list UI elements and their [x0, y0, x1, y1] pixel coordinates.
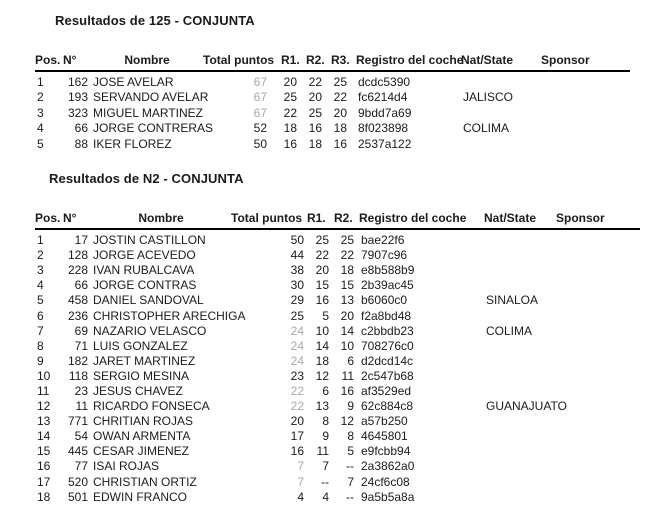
col-header-r2: R2. [334, 211, 359, 229]
cell-r1: 4 [322, 489, 329, 504]
table-body [35, 229, 640, 505]
cell-registro: 8f023898 [358, 121, 409, 136]
cell-r2: -- [346, 459, 354, 474]
col-header-nombre: Nombre [91, 211, 231, 229]
cell-r2: 6 [347, 353, 354, 368]
cell-nombre: NAZARIO VELASCO [93, 323, 207, 338]
cell-nombre: JOSE AVELAR [93, 75, 174, 89]
cell-pos: 14 [37, 429, 51, 444]
col-header-pos: Pos. [35, 53, 63, 71]
cell-pos: 18 [37, 489, 51, 504]
cell-total: 50 [253, 136, 267, 151]
table-row [35, 121, 630, 136]
cell-pos: 11 [37, 383, 50, 398]
table-row [35, 137, 630, 152]
cell-nat [484, 414, 556, 429]
col-header-r2: R2. [306, 53, 331, 71]
cell-nombre: CHRISTOPHER ARECHIGA [93, 308, 246, 323]
cell-num: 88 [74, 136, 88, 151]
cell-num: 23 [74, 383, 88, 398]
cell-registro: 2c547b68 [361, 368, 414, 383]
cell-pos: 4 [37, 278, 44, 293]
cell-pos: 8 [37, 338, 44, 353]
cell-pos: 5 [37, 293, 44, 308]
table-row [35, 106, 630, 121]
cell-sponsor [556, 354, 640, 369]
col-header-num: N° [63, 53, 91, 71]
cell-sponsor [556, 369, 640, 384]
cell-sponsor [541, 106, 630, 121]
cell-r1: 8 [322, 414, 329, 429]
cell-nombre: MIGUEL MARTINEZ [93, 105, 204, 120]
cell-num: 501 [67, 489, 88, 504]
cell-nat: COLIMA [463, 121, 510, 136]
cell-nombre: CHRISTIAN ORTIZ [93, 474, 197, 489]
cell-r2: -- [346, 489, 354, 504]
cell-nombre: CHRITIAN ROJAS [93, 414, 194, 429]
table-row [35, 278, 640, 293]
cell-nat [484, 475, 556, 490]
cell-total: 24 [290, 353, 304, 368]
cell-num: 228 [67, 263, 88, 278]
cell-sponsor [556, 399, 640, 414]
cell-registro: af3529ed [361, 383, 412, 398]
col-header-nat-state: Nat/State [484, 211, 556, 229]
cell-r1: 13 [315, 399, 329, 414]
cell-nombre: JOSTIN CASTILLON [93, 233, 206, 248]
cell-r2: 5 [347, 444, 354, 459]
cell-total: 30 [290, 278, 304, 293]
cell-r2: 13 [340, 293, 354, 308]
cell-registro: c2bbdb23 [361, 323, 414, 338]
cell-sponsor [556, 339, 640, 354]
cell-r3: 25 [333, 75, 347, 89]
cell-sponsor [556, 263, 640, 278]
cell-r2: 20 [308, 90, 322, 105]
cell-registro: fc6214d4 [358, 90, 408, 105]
cell-r2: 25 [308, 105, 322, 120]
cell-nat [484, 354, 556, 369]
col-header-r1: R1. [281, 53, 306, 71]
cell-registro: e8b588b9 [361, 263, 415, 278]
table-row [35, 71, 630, 90]
cell-total: 24 [290, 323, 304, 338]
cell-registro: 2b39ac45 [361, 278, 414, 293]
cell-total: 4 [297, 489, 304, 504]
cell-nat [461, 106, 541, 121]
table-row [35, 90, 630, 105]
table-row [35, 369, 640, 384]
cell-total: 22 [290, 383, 304, 398]
cell-num: 193 [67, 90, 88, 105]
cell-r3: 22 [333, 90, 347, 105]
cell-r2: 22 [340, 248, 354, 263]
cell-r2: 11 [341, 368, 354, 383]
col-header-total-puntos: Total puntos [231, 211, 307, 229]
table-row [35, 399, 640, 414]
col-header-sponsor: Sponsor [556, 211, 640, 229]
cell-registro: b6060c0 [361, 293, 408, 308]
cell-r2: 12 [340, 414, 354, 429]
cell-r1: 20 [315, 263, 329, 278]
cell-r1: 20 [283, 75, 297, 89]
table-row [35, 459, 640, 474]
cell-r2: 10 [340, 338, 354, 353]
col-header-pos: Pos. [35, 211, 63, 229]
cell-num: 236 [67, 308, 88, 323]
cell-total: 25 [290, 308, 304, 323]
cell-sponsor [556, 475, 640, 490]
cell-nat [484, 429, 556, 444]
cell-r1: 18 [315, 353, 329, 368]
cell-num: 128 [67, 248, 88, 263]
cell-registro: 62c884c8 [361, 399, 414, 414]
cell-nombre: IKER FLOREZ [93, 136, 172, 151]
cell-num: 69 [74, 323, 88, 338]
cell-sponsor [541, 71, 630, 90]
cell-r1: 5 [322, 308, 329, 323]
table-row [35, 263, 640, 278]
cell-total: 7 [297, 474, 304, 489]
cell-nat [484, 263, 556, 278]
cell-r1: 25 [283, 90, 297, 105]
cell-registro: 708276c0 [361, 338, 414, 353]
cell-num: 17 [74, 233, 88, 248]
col-header-num: N° [63, 211, 91, 229]
table-row [35, 414, 640, 429]
cell-sponsor [556, 490, 640, 505]
table-row [35, 475, 640, 490]
cell-r2: 7 [347, 474, 354, 489]
cell-nombre: JORGE CONTRAS [93, 278, 197, 293]
table-header-row [35, 53, 630, 71]
table-row [35, 324, 640, 339]
table-row [35, 490, 640, 505]
cell-r3: 18 [333, 121, 347, 136]
cell-pos: 3 [37, 105, 44, 120]
cell-total: 67 [253, 90, 267, 105]
cell-r1: 9 [322, 429, 329, 444]
cell-num: 77 [74, 459, 88, 474]
cell-nat [484, 229, 556, 248]
col-header-total-puntos: Total puntos [203, 53, 281, 71]
col-header-r1: R1. [307, 211, 334, 229]
cell-registro: 2a3862a0 [361, 459, 415, 474]
cell-r1: 22 [315, 248, 329, 263]
cell-nat: SINALOA [486, 293, 539, 308]
cell-total: 24 [290, 338, 304, 353]
cell-r1: 7 [322, 459, 329, 474]
cell-nat [484, 339, 556, 354]
cell-nombre: JORGE ACEVEDO [93, 248, 196, 263]
table-row [35, 309, 640, 324]
cell-num: 458 [67, 293, 88, 308]
cell-nat: COLIMA [486, 323, 533, 338]
cell-registro: 24cf6c08 [361, 474, 410, 489]
cell-sponsor [556, 248, 640, 263]
cell-sponsor [556, 293, 640, 308]
cell-r1: 16 [283, 136, 297, 151]
cell-total: 17 [290, 429, 304, 444]
cell-total: 23 [290, 368, 304, 383]
cell-r2: 14 [340, 323, 354, 338]
cell-nombre: EDWIN FRANCO [93, 489, 187, 504]
cell-r2: 18 [308, 136, 322, 151]
cell-nombre: JESUS CHAVEZ [93, 383, 183, 398]
col-header-nombre: Nombre [91, 53, 203, 71]
section-title-125-conjunta: Resultados de 125 - CONJUNTA [55, 13, 255, 28]
cell-r1: 10 [315, 323, 329, 338]
cell-nat: JALISCO [463, 90, 514, 105]
cell-r1: 22 [283, 105, 297, 120]
cell-nombre: ISAI ROJAS [93, 459, 160, 474]
table-row [35, 429, 640, 444]
cell-nat [461, 137, 541, 152]
cell-pos: 13 [37, 414, 51, 429]
cell-nombre: JARET MARTINEZ [93, 353, 196, 368]
cell-pos: 9 [37, 353, 44, 368]
col-header-r3: R3. [331, 53, 356, 71]
results-table-n2 [35, 211, 640, 505]
cell-pos: 16 [37, 459, 51, 474]
cell-registro: dcdc5390 [358, 75, 411, 89]
cell-r2: 22 [308, 75, 322, 89]
cell-sponsor [541, 121, 630, 136]
cell-nat [484, 444, 556, 459]
cell-registro: a57b250 [361, 414, 408, 429]
cell-sponsor [556, 324, 640, 339]
cell-num: 66 [74, 278, 88, 293]
cell-r3: 16 [333, 136, 347, 151]
cell-pos: 10 [37, 368, 51, 383]
cell-r2: 16 [340, 383, 354, 398]
cell-num: 71 [74, 338, 88, 353]
cell-num: 182 [67, 353, 88, 368]
cell-num: 54 [74, 429, 88, 444]
cell-num: 323 [67, 105, 88, 120]
cell-num: 520 [67, 474, 88, 489]
table-body [35, 71, 630, 152]
cell-sponsor [556, 414, 640, 429]
cell-nombre: IVAN RUBALCAVA [93, 263, 195, 278]
cell-sponsor [541, 90, 630, 105]
cell-registro: e9fcbb94 [361, 444, 411, 459]
cell-pos: 7 [37, 323, 44, 338]
table-row [35, 229, 640, 248]
cell-nat [484, 369, 556, 384]
cell-num: 771 [67, 414, 88, 429]
cell-num: 11 [75, 399, 88, 414]
cell-nombre: DANIEL SANDOVAL [93, 293, 204, 308]
col-header-registro-del-coche: Registro del coche [359, 211, 484, 229]
table-row [35, 354, 640, 369]
table-row [35, 339, 640, 354]
table-row [35, 444, 640, 459]
cell-registro: d2dcd14c [361, 353, 414, 368]
cell-nat [484, 248, 556, 263]
cell-r2: 9 [347, 399, 354, 414]
cell-r3: 20 [333, 105, 347, 120]
cell-registro: f2a8bd48 [361, 308, 412, 323]
cell-sponsor [556, 459, 640, 474]
cell-nat [484, 309, 556, 324]
cell-registro: bae22f6 [361, 233, 405, 248]
cell-nat [461, 71, 541, 90]
cell-registro: 9bdd7a69 [358, 105, 412, 120]
cell-r1: 18 [283, 121, 297, 136]
table-row [35, 293, 640, 308]
cell-r1: 14 [315, 338, 329, 353]
cell-r1: 25 [315, 233, 329, 248]
cell-r2: 15 [340, 278, 354, 293]
cell-pos: 12 [37, 399, 51, 414]
cell-r1: 6 [322, 383, 329, 398]
cell-registro: 7907c96 [361, 248, 408, 263]
cell-nombre: CESAR JIMENEZ [93, 444, 190, 459]
table-row [35, 384, 640, 399]
cell-pos: 1 [37, 75, 44, 89]
cell-pos: 3 [37, 263, 44, 278]
cell-pos: 1 [37, 233, 44, 248]
cell-r1: 11 [316, 444, 329, 459]
col-header-nat-state: Nat/State [461, 53, 541, 71]
cell-r2: 18 [340, 263, 354, 278]
results-table-125 [35, 53, 630, 152]
cell-registro: 9a5b5a8a [361, 489, 415, 504]
cell-num: 118 [68, 368, 88, 383]
cell-sponsor [556, 444, 640, 459]
cell-pos: 2 [37, 90, 44, 105]
section-title-n2-conjunta: Resultados de N2 - CONJUNTA [49, 171, 244, 187]
cell-pos: 15 [37, 444, 51, 459]
cell-sponsor [556, 429, 640, 444]
col-header-registro-del-coche: Registro del coche [356, 53, 461, 71]
cell-r2: 8 [347, 429, 354, 444]
cell-total: 20 [290, 414, 304, 429]
cell-r1: 12 [315, 368, 329, 383]
cell-total: 50 [290, 233, 304, 248]
cell-total: 16 [290, 444, 304, 459]
cell-sponsor [556, 384, 640, 399]
cell-r1: -- [321, 474, 329, 489]
cell-r2: 16 [308, 121, 322, 136]
cell-nat [484, 490, 556, 505]
cell-pos: 2 [37, 248, 44, 263]
cell-nombre: LUIS GONZALEZ [93, 338, 188, 353]
cell-registro: 2537a122 [358, 136, 412, 151]
cell-r2: 25 [340, 233, 354, 248]
cell-registro: 4645801 [361, 429, 408, 444]
cell-total: 44 [290, 248, 304, 263]
cell-total: 29 [290, 293, 304, 308]
table-row [35, 248, 640, 263]
cell-sponsor [556, 309, 640, 324]
cell-nombre: SERVANDO AVELAR [93, 90, 209, 105]
cell-r1: 15 [315, 278, 329, 293]
cell-nombre: RICARDO FONSECA [93, 399, 210, 414]
cell-nombre: SERGIO MESINA [93, 368, 190, 383]
table-header-row [35, 211, 640, 229]
cell-total: 7 [297, 459, 304, 474]
cell-pos: 6 [37, 308, 44, 323]
cell-total: 22 [290, 399, 304, 414]
cell-nat [484, 278, 556, 293]
cell-nat [484, 459, 556, 474]
cell-num: 162 [67, 75, 88, 89]
cell-sponsor [556, 278, 640, 293]
cell-sponsor [556, 229, 640, 248]
cell-pos: 17 [37, 474, 51, 489]
cell-total: 38 [290, 263, 304, 278]
cell-nombre: OWAN ARMENTA [93, 429, 191, 444]
cell-num: 66 [74, 121, 88, 136]
cell-total: 67 [253, 75, 267, 89]
col-header-sponsor: Sponsor [541, 53, 630, 71]
cell-total: 52 [253, 121, 267, 136]
cell-nombre: JORGE CONTRERAS [93, 121, 214, 136]
cell-pos: 4 [37, 121, 44, 136]
cell-nat [484, 384, 556, 399]
cell-nat: GUANAJUATO [486, 399, 567, 414]
cell-r2: 20 [340, 308, 354, 323]
cell-total: 67 [253, 105, 267, 120]
cell-pos: 5 [37, 136, 44, 151]
cell-sponsor [541, 137, 630, 152]
cell-r1: 16 [315, 293, 329, 308]
cell-num: 445 [67, 444, 88, 459]
